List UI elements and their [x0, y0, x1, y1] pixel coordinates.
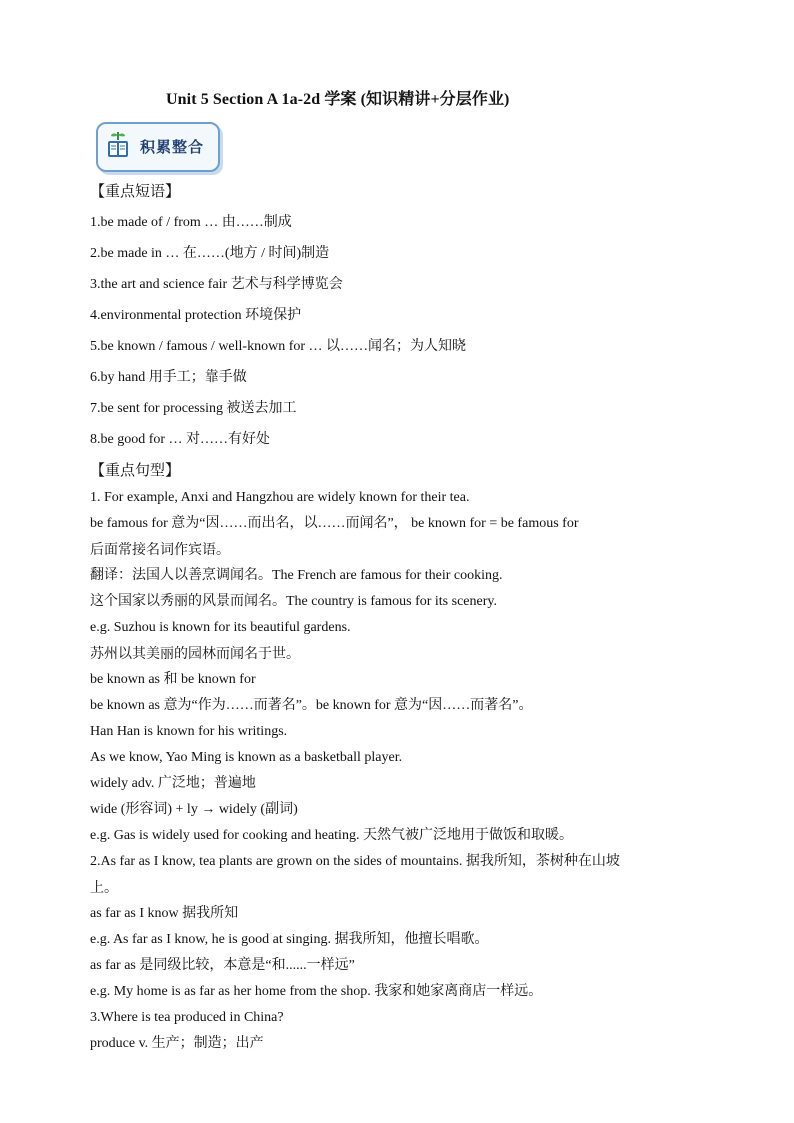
phrase-1: 1.be made of / from … 由……制成: [90, 215, 292, 230]
phrase-7: 7.be sent for processing 被送去加工: [90, 401, 297, 416]
sentence-1: 1. For example, Anxi and Hangzhou are widely known for their tea.: [90, 490, 470, 505]
note-line: be known as 和 be known for: [90, 672, 256, 687]
phrase-2: 2.be made in … 在……(地方 / 时间)制造: [90, 246, 330, 261]
phrase-6: 6.by hand 用手工；靠手做: [90, 370, 247, 385]
section-badge: [96, 122, 220, 172]
sentence-2-continued: 上。: [90, 880, 118, 896]
page-title: Unit 5 Section A 1a-2d 学案 (知识精讲+分层作业): [166, 91, 510, 108]
badge-label: 积累整合: [140, 138, 205, 156]
translation-line: 这个国家以秀丽的风景而闻名。The country is famous for its scenery.: [90, 594, 497, 609]
vocab-line: produce v. 生产；制造；出产: [90, 1036, 264, 1051]
vocab-line: widely adv. 广泛地；普遍地: [90, 776, 256, 791]
note-line: 后面常接名词作宾语。: [90, 542, 230, 558]
note-line: as far as I know 据我所知: [90, 906, 239, 921]
phrase-3: 3.the art and science fair 艺术与科学博览会: [90, 277, 343, 292]
example-line: e.g. As far as I know, he is good at singing. 据我所知，他擅长唱歌。: [90, 932, 489, 947]
phrase-8: 8.be good for … 对……有好处: [90, 432, 271, 447]
sentence-3: 3.Where is tea produced in China?: [90, 1010, 284, 1025]
translation-line: 翻译：法国人以善烹调闻名。The French are famous for their cooking.: [90, 568, 503, 583]
vocab-line: wide (形容词) + ly → widely (副词): [90, 802, 298, 817]
note-line: be known as 意为“作为……而著名”。be known for 意为“因……而著名”。: [90, 698, 533, 713]
section-heading-phrases: 【重点短语】: [90, 182, 181, 200]
example-translation: 苏州以其美丽的园林而闻名于世。: [90, 646, 300, 662]
example-line: As we know, Yao Ming is known as a basketball player.: [90, 750, 403, 765]
sentence-2: 2.As far as I know, tea plants are grown on the sides of mountains. 据我所知，茶树种在山坡: [90, 854, 620, 869]
section-heading-sentences: 【重点句型】: [90, 461, 181, 479]
note-line: as far as 是同级比较，本意是“和......一样远”: [90, 958, 355, 973]
book-plant-icon: [106, 130, 130, 160]
note-line: be famous for 意为“因……而出名，以……而闻名”， be known for = be famous for: [90, 516, 579, 531]
example-line: Han Han is known for his writings.: [90, 724, 288, 739]
phrase-5: 5.be known / famous / well-known for … 以……闻名；为人知晓: [90, 339, 467, 354]
example-line: e.g. My home is as far as her home from the shop. 我家和她家离商店一样远。: [90, 984, 543, 999]
example-line: e.g. Suzhou is known for its beautiful gardens.: [90, 620, 351, 635]
phrase-4: 4.environmental protection 环境保护: [90, 308, 302, 323]
example-line: e.g. Gas is widely used for cooking and heating. 天然气被广泛地用于做饭和取暖。: [90, 828, 573, 843]
